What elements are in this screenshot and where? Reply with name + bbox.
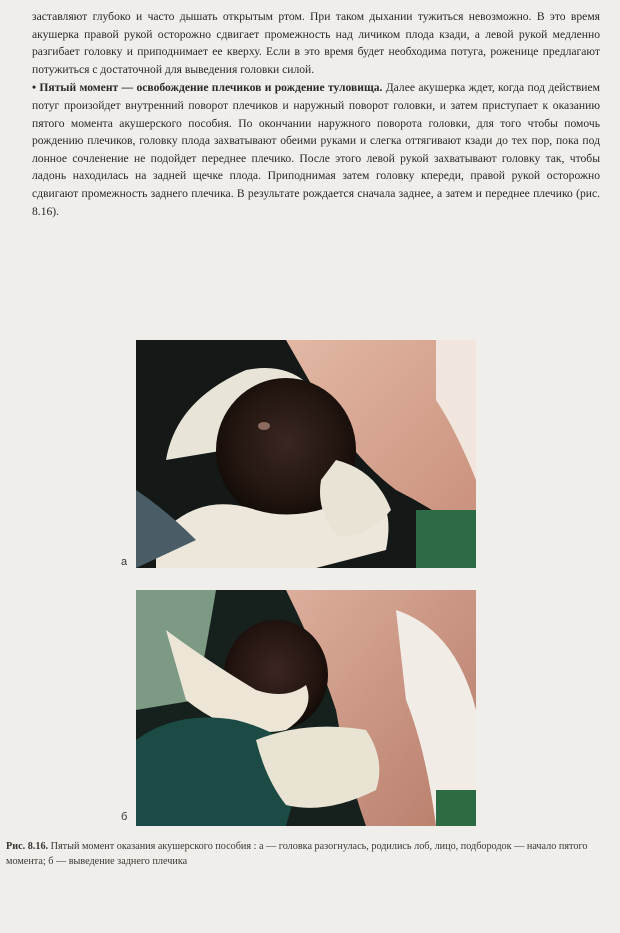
- figure-photo-a: [136, 340, 476, 568]
- figure-photo-b: [136, 590, 476, 826]
- paragraph-continuation: заставляют глубоко и часто дышать открытым ртом. При таком дыхании тужиться невозможно. В это время акушерка правой рукой осторожно сдвигает промежность над личиком плода кзади, а левой рукой медленно разгибает головку и приподнимает ее кверху. Если в это время будет необходима потуга, роженице предлагают потужиться с достаточной для выведения головки силой.: [32, 10, 600, 76]
- caption-text: Пятый момент оказания акушерского пособия : а — головка разогнулась, родились лоб, лицо, подбородок — начало пятого момента; б — выведение заднего плечика: [6, 841, 588, 867]
- paragraph-fifth-moment: [32, 79, 600, 220]
- panel-label-b: б: [121, 811, 128, 823]
- bullet-marker: •: [32, 81, 37, 95]
- body-text: [32, 8, 600, 220]
- caption-number: Рис. 8.16.: [6, 841, 49, 852]
- photo-b-illustration: [136, 590, 476, 826]
- figure-caption: [6, 839, 596, 869]
- photo-a-illustration: [136, 340, 476, 568]
- bullet-body: Далее акушерка ждет, когда под действием потуг произойдет внутренний поворот плечиков и наружный поворот головки, и затем приступает к оказанию пятого момента акушерского пособия. По окончании наружного поворота головки, для того чтобы помочь рождению плечиков, головку плода захватывают обеими руками и слегка оттягивают кзади до тех пор, пока под лонное сочленение не подойдет переднее плечико. После этого левой рукой захватывают головку так, чтобы ладонь находилась на задней щечке плода. Приподнимая затем головку кпереди, правой рукой осторожно сдвигают промежность заднего плечика. В результате рождается сначала заднее, а затем и переднее плечико (рис. 8.16).: [32, 81, 600, 218]
- panel-label-a: а: [121, 556, 128, 568]
- bullet-heading: Пятый момент — освобождение плечиков и рождение туловища.: [39, 81, 383, 95]
